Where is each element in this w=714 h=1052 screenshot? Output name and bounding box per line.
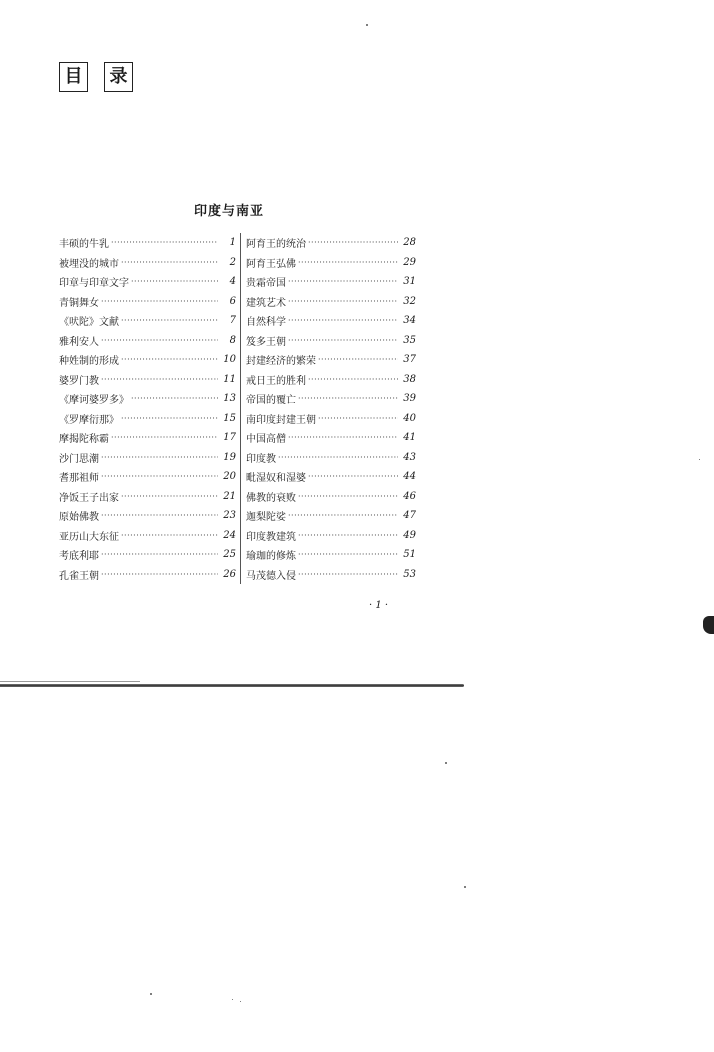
toc-entry-title: 阿育王弘佛: [246, 258, 296, 270]
toc-entry-page: 28: [403, 237, 416, 249]
toc-entry-page: 32: [403, 295, 416, 307]
toc-leader-dots: [121, 531, 218, 540]
toc-leader-dots: [121, 492, 218, 501]
toc-leader-dots: [101, 453, 218, 462]
toc-entry-page: 44: [403, 471, 416, 483]
toc-entry-title: 毗湿奴和湿婆: [246, 473, 306, 485]
toc-leader-dots: [298, 258, 398, 267]
toc-entry-title: 摩揭陀称霸: [59, 434, 109, 446]
toc-entry-page: 24: [223, 529, 236, 541]
toc-entry-page: 49: [403, 529, 416, 541]
toc-entry-page: 6: [229, 295, 236, 307]
toc-entry: [246, 506, 416, 526]
toc-entry-title: 阿育王的统治: [246, 239, 306, 251]
toc-entry: [59, 506, 236, 526]
toc-entry-page: 15: [223, 412, 236, 424]
toc-leader-dots: [298, 550, 398, 559]
toc-entry-page: 4: [229, 276, 236, 288]
toc-entry-title: 原始佛教: [59, 512, 99, 524]
toc-entry: [246, 409, 416, 429]
toc-leader-dots: [298, 492, 398, 501]
toc-entry-title: 亚历山大东征: [59, 531, 119, 543]
toc-leader-dots: [121, 316, 218, 325]
toc-entry-title: 贵霜帝国: [246, 278, 286, 290]
toc-leader-dots: [131, 394, 218, 403]
toc-entry-page: 21: [223, 490, 236, 502]
toc-entry: [246, 350, 416, 370]
toc-leader-dots: [101, 550, 218, 559]
toc-entry-title: 婆罗门教: [59, 375, 99, 387]
toc-entry-page: 8: [229, 334, 236, 346]
toc-entry: [59, 331, 236, 351]
toc-entry: [59, 233, 236, 253]
toc-entry-title: 帝国的覆亡: [246, 395, 296, 407]
toc-entry: [246, 545, 416, 565]
toc-entry-page: 41: [403, 432, 416, 444]
toc-entry-title: 耆那祖师: [59, 473, 99, 485]
toc-entry-page: 10: [223, 354, 236, 366]
toc-entry: [246, 311, 416, 331]
toc-leader-dots: [288, 433, 398, 442]
scan-speck: [445, 762, 447, 764]
toc-entry-title: 被埋没的城市: [59, 258, 119, 270]
toc-entry-title: 种姓制的形成: [59, 356, 119, 368]
toc-leader-dots: [308, 238, 398, 247]
toc-entry: [59, 350, 236, 370]
toc-entry-page: 39: [403, 393, 416, 405]
toc-entry: [246, 272, 416, 292]
scan-speck: [240, 1001, 241, 1002]
toc-entry-page: 29: [403, 256, 416, 268]
toc-entry-page: 1: [229, 237, 236, 249]
toc-entry: [246, 467, 416, 487]
toc-leader-dots: [101, 297, 218, 306]
toc-entry-title: 《吠陀》文献: [59, 317, 119, 329]
toc-leader-dots: [288, 297, 398, 306]
toc-entry-page: 2: [229, 256, 236, 268]
toc-leader-dots: [298, 394, 398, 403]
toc-entry: [246, 331, 416, 351]
margin-scan-mark: [703, 616, 714, 634]
toc-entry-title: 印度教: [246, 453, 276, 465]
toc-entry-title: 《罗摩衍那》: [59, 414, 119, 426]
toc-entry: [59, 389, 236, 409]
toc-entry: [59, 311, 236, 331]
toc-leader-dots: [131, 277, 218, 286]
toc-leader-dots: [101, 336, 218, 345]
toc-entry-title: 印章与印章文字: [59, 278, 129, 290]
toc-entry-page: 34: [403, 315, 416, 327]
toc-entry-title: 戒日王的胜利: [246, 375, 306, 387]
page-edge-line-thin: [0, 681, 140, 682]
toc-entry: [246, 428, 416, 448]
toc-entry: [59, 545, 236, 565]
toc-entry-page: 35: [403, 334, 416, 346]
toc-leader-dots: [121, 355, 218, 364]
toc-entry: [246, 370, 416, 390]
toc-entry-page: 20: [223, 471, 236, 483]
toc-entry-page: 47: [403, 510, 416, 522]
scan-speck: [464, 886, 466, 888]
toc-entry-page: 19: [223, 451, 236, 463]
toc-leader-dots: [278, 453, 398, 462]
toc-entry-title: 马茂德入侵: [246, 570, 296, 582]
toc-entry-page: 38: [403, 373, 416, 385]
toc-entry-title: 封建经济的繁荣: [246, 356, 316, 368]
toc-entry-title: 南印度封建王朝: [246, 414, 316, 426]
toc-entry-title: 自然科学: [246, 317, 286, 329]
toc-entry: [59, 272, 236, 292]
toc-leader-dots: [111, 433, 218, 442]
toc-entry-page: 53: [403, 568, 416, 580]
toc-leader-dots: [298, 531, 398, 540]
toc-entry-page: 37: [403, 354, 416, 366]
toc-entry-page: 43: [403, 451, 416, 463]
toc-entry-page: 11: [223, 373, 236, 385]
toc-leader-dots: [318, 355, 398, 364]
toc-leader-dots: [101, 511, 218, 520]
toc-entry: [246, 389, 416, 409]
toc-column-left: [59, 233, 241, 584]
toc-entry-title: 青铜舞女: [59, 297, 99, 309]
toc-entry-page: 23: [223, 510, 236, 522]
toc-entry: [59, 409, 236, 429]
toc-leader-dots: [111, 238, 218, 247]
toc-entry: [59, 253, 236, 273]
toc-entry-title: 孔雀王朝: [59, 570, 99, 582]
scan-speck: [232, 999, 233, 1000]
toc-entry: [59, 448, 236, 468]
toc-entry: [59, 487, 236, 507]
toc-entry-page: 46: [403, 490, 416, 502]
scan-speck: [699, 459, 700, 460]
page-edge-line: [0, 684, 464, 687]
toc-entry-page: 17: [223, 432, 236, 444]
toc-leader-dots: [308, 472, 398, 481]
section-title: 印度与南亚: [194, 204, 265, 219]
toc-entry-title: 净饭王子出家: [59, 492, 119, 504]
toc-leader-dots: [121, 258, 218, 267]
toc-entry-title: 迦梨陀娑: [246, 512, 286, 524]
toc-entry: [59, 526, 236, 546]
toc-entry-title: 佛教的衰败: [246, 492, 296, 504]
toc-entry-title: 建筑艺术: [246, 297, 286, 309]
toc-leader-dots: [101, 472, 218, 481]
toc-entry: [246, 487, 416, 507]
toc-entry: [246, 565, 416, 585]
toc-entry: [246, 448, 416, 468]
toc-entry-title: 雅利安人: [59, 336, 99, 348]
toc-leader-dots: [101, 375, 218, 384]
toc-column-right: [241, 233, 416, 584]
toc-entry-page: 25: [223, 549, 236, 561]
toc-entry-title: 考底利耶: [59, 551, 99, 563]
toc-entry-page: 7: [229, 315, 236, 327]
toc-entry: [59, 370, 236, 390]
toc-leader-dots: [288, 316, 398, 325]
toc-entry: [59, 428, 236, 448]
toc-entry-title: 沙门思潮: [59, 453, 99, 465]
toc-entry-title: 印度教建筑: [246, 531, 296, 543]
page-number: · 1 ·: [369, 600, 389, 611]
toc-entry: [59, 292, 236, 312]
toc-entry: [59, 467, 236, 487]
toc-leader-dots: [121, 414, 218, 423]
toc-leader-dots: [298, 570, 398, 579]
toc-entry-page: 40: [403, 412, 416, 424]
toc-leader-dots: [308, 375, 398, 384]
toc-entry: [246, 233, 416, 253]
toc-entry-page: 13: [223, 393, 236, 405]
heading-char-box-2: 录: [104, 62, 133, 92]
toc-leader-dots: [318, 414, 398, 423]
toc-entry: [246, 253, 416, 273]
toc-entry-title: 中国高僧: [246, 434, 286, 446]
table-of-contents: [59, 233, 415, 584]
toc-entry-title: 丰硕的牛乳: [59, 239, 109, 251]
toc-leader-dots: [288, 277, 398, 286]
toc-entry-page: 31: [403, 276, 416, 288]
toc-entry-title: 笈多王朝: [246, 336, 286, 348]
toc-entry-title: 瑜珈的修炼: [246, 551, 296, 563]
scan-speck: [366, 24, 368, 26]
toc-leader-dots: [288, 511, 398, 520]
toc-entry-page: 26: [223, 568, 236, 580]
toc-entry: [59, 565, 236, 585]
heading-char-box-1: 目: [59, 62, 88, 92]
toc-leader-dots: [101, 570, 218, 579]
toc-entry-title: 《摩诃婆罗多》: [59, 395, 129, 407]
toc-entry: [246, 526, 416, 546]
toc-leader-dots: [288, 336, 398, 345]
toc-entry-page: 51: [403, 549, 416, 561]
toc-entry: [246, 292, 416, 312]
scan-speck: [150, 993, 152, 995]
